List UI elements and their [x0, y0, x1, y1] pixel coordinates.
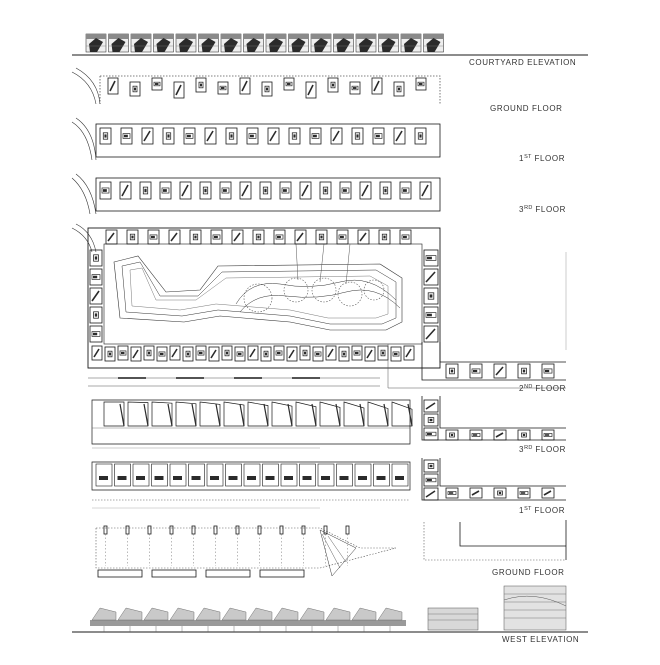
courtyard-elevation-label: COURTYARD ELEVATION [469, 58, 577, 67]
ground-slab [260, 570, 304, 577]
column-marker [126, 526, 129, 566]
unit-module [127, 230, 138, 244]
unit-module [240, 78, 250, 94]
unit-module [105, 347, 115, 361]
elevation-module [266, 34, 286, 52]
elevation-module [221, 34, 241, 52]
unit-module [218, 82, 228, 94]
first-floor-top-plan [72, 118, 440, 160]
unit-module [200, 182, 211, 199]
unit-module [200, 402, 220, 426]
column-marker [236, 526, 239, 566]
ground-slab [206, 570, 250, 577]
column-marker [104, 526, 107, 566]
unit-module [174, 82, 184, 98]
unit-module [340, 182, 351, 199]
unit-module [391, 347, 401, 361]
unit-module [121, 128, 132, 144]
unit-module [392, 464, 408, 486]
unit-module [373, 128, 384, 144]
unit-module [90, 269, 102, 285]
unit-module [378, 346, 388, 360]
unit-module [365, 347, 375, 361]
floor-number: 1 [519, 506, 525, 515]
unit-module [209, 347, 219, 361]
unit-module [470, 488, 482, 498]
unit-module [415, 128, 426, 144]
ground-slab [152, 570, 196, 577]
unit-module [222, 346, 232, 360]
first-floor-bottom-label [519, 506, 565, 515]
elevation-module [118, 608, 142, 632]
unit-module [424, 307, 438, 323]
unit-module [90, 326, 102, 342]
unit-module [244, 464, 260, 486]
unit-module [189, 464, 205, 486]
unit-module [131, 347, 141, 361]
floor-word: FLOOR [531, 506, 566, 515]
unit-module [90, 288, 102, 304]
unit-module [184, 128, 195, 144]
unit-module [424, 460, 438, 472]
elevation-module [248, 608, 272, 632]
unit-module [284, 78, 294, 90]
unit-module [313, 347, 323, 361]
second-floor-label [519, 384, 566, 393]
ground-slab [98, 570, 142, 577]
floor-ordinal: RD [524, 205, 533, 211]
floor-ordinal: ND [524, 384, 533, 390]
floor-word: FLOOR [532, 205, 566, 214]
first-floor-top-units [100, 128, 426, 144]
first-floor-top-label [519, 154, 565, 163]
column-marker [192, 526, 195, 566]
first-floor-bottom-units [96, 464, 408, 486]
elevation-module [154, 34, 174, 52]
third-floor-top-units [100, 182, 431, 199]
unit-module [260, 182, 271, 199]
unit-module [261, 347, 271, 361]
unit-module [163, 128, 174, 144]
unit-module [379, 230, 390, 244]
elevation-module [352, 608, 376, 632]
elevation-module [289, 34, 309, 52]
unit-module [148, 230, 159, 244]
unit-module [220, 182, 231, 199]
elevation-module [379, 34, 399, 52]
unit-module [130, 82, 140, 96]
courtyard-elevation [72, 34, 588, 55]
unit-module [420, 182, 431, 199]
second-floor-top-units [106, 230, 411, 244]
floor-word: FLOOR [532, 384, 566, 393]
unit-module [424, 428, 438, 440]
column-marker [280, 526, 283, 566]
unit-module [183, 347, 193, 361]
unit-module [300, 182, 311, 199]
unit-module [368, 402, 388, 426]
unit-module [296, 402, 316, 426]
unit-module [90, 250, 102, 266]
unit-module [542, 430, 554, 440]
unit-module [106, 230, 117, 244]
elevation-module [378, 608, 402, 632]
unit-module [152, 464, 168, 486]
elevation-module [424, 34, 444, 52]
unit-module [337, 464, 353, 486]
unit-module [320, 182, 331, 199]
unit-module [224, 402, 244, 426]
courtyard-elevation-units [86, 34, 444, 52]
ground-floor-bottom-units [98, 526, 349, 577]
unit-module [96, 464, 112, 486]
unit-module [404, 346, 414, 360]
ground-floor-top-units [108, 78, 426, 98]
unit-module [180, 182, 191, 199]
unit-module [352, 128, 363, 144]
unit-module [104, 402, 124, 426]
elevation-module [176, 34, 196, 52]
elevation-module [196, 608, 220, 632]
unit-module [424, 400, 438, 412]
unit-module [176, 402, 196, 426]
unit-module [253, 230, 264, 244]
elevation-module [222, 608, 246, 632]
elevation-module [92, 608, 116, 632]
unit-module [108, 78, 118, 94]
unit-module [518, 430, 530, 440]
first-floor-wing-units [424, 460, 554, 500]
unit-module [316, 230, 327, 244]
unit-module [400, 230, 411, 244]
unit-module [339, 347, 349, 361]
unit-module [542, 488, 554, 498]
elevation-module [131, 34, 151, 52]
unit-module [331, 128, 342, 144]
unit-module [518, 488, 530, 498]
floor-ordinal: ST [524, 506, 532, 512]
unit-module [374, 464, 390, 486]
unit-module [115, 464, 131, 486]
unit-module [196, 346, 206, 360]
elevation-module [144, 608, 168, 632]
unit-module [248, 346, 258, 360]
unit-module [235, 347, 245, 361]
ground-floor-bottom-label: GROUND FLOOR [492, 568, 565, 577]
unit-module [263, 464, 279, 486]
elevation-module [326, 608, 350, 632]
unit-module [226, 128, 237, 144]
unit-module [394, 82, 404, 96]
west-elevation-label: WEST ELEVATION [502, 635, 580, 644]
floor-number: 2 [519, 384, 525, 393]
second-floor-wing-units [446, 364, 554, 378]
floor-word: FLOOR [531, 154, 566, 163]
third-floor-top-label [519, 205, 566, 214]
unit-module [337, 230, 348, 244]
third-floor-bottom-units [104, 402, 412, 426]
column-marker [302, 526, 305, 566]
unit-module [120, 182, 131, 199]
unit-module [240, 182, 251, 199]
unit-module [140, 182, 151, 199]
floor-ordinal: RD [524, 445, 533, 451]
unit-module [128, 402, 148, 426]
unit-module [358, 230, 369, 244]
elevation-module [334, 34, 354, 52]
unit-module [142, 128, 153, 144]
elevation-module [244, 34, 264, 52]
unit-module [196, 78, 206, 92]
unit-module [416, 78, 426, 90]
unit-module [92, 346, 102, 360]
unit-module [170, 464, 186, 486]
unit-module [424, 474, 438, 486]
elevation-module [86, 34, 106, 52]
unit-module [247, 128, 258, 144]
unit-module [392, 402, 412, 426]
unit-module [360, 182, 371, 199]
column-marker [214, 526, 217, 566]
second-floor-plan [72, 224, 566, 388]
ground-floor-top-label: GROUND FLOOR [490, 104, 563, 113]
elevation-module [274, 608, 298, 632]
floor-number: 1 [519, 154, 525, 163]
column-marker [346, 526, 349, 566]
unit-module [262, 82, 272, 96]
unit-module [494, 364, 506, 378]
unit-module [300, 464, 316, 486]
third-floor-wing-units [424, 400, 554, 440]
unit-module [281, 464, 297, 486]
unit-module [394, 128, 405, 144]
unit-module [268, 128, 279, 144]
unit-module [446, 488, 458, 498]
unit-module [344, 402, 364, 426]
unit-module [380, 182, 391, 199]
unit-module [287, 347, 297, 361]
third-floor-bottom-plan [92, 396, 566, 448]
floor-word: FLOOR [532, 445, 566, 454]
unit-module [306, 82, 316, 98]
third-floor-bottom-label [519, 445, 566, 454]
elevation-module [170, 608, 194, 632]
unit-module [326, 346, 336, 360]
column-marker [258, 526, 261, 566]
floor-ordinal: ST [524, 154, 532, 160]
unit-module [211, 230, 222, 244]
unit-module [118, 346, 128, 360]
elevation-module [311, 34, 331, 52]
unit-module [152, 78, 162, 90]
unit-module [494, 430, 506, 440]
west-elevation [72, 586, 588, 632]
unit-module [232, 230, 243, 244]
column-marker [148, 526, 151, 566]
unit-module [446, 430, 458, 440]
unit-module [274, 230, 285, 244]
unit-module [328, 78, 338, 92]
unit-module [144, 346, 154, 360]
unit-module [350, 82, 360, 94]
unit-module [424, 414, 438, 426]
ground-floor-top-plan [72, 68, 440, 104]
unit-module [518, 364, 530, 378]
unit-module [352, 346, 362, 360]
unit-module [470, 430, 482, 440]
unit-module [170, 346, 180, 360]
unit-module [100, 182, 111, 199]
unit-module [207, 464, 223, 486]
unit-module [295, 230, 306, 244]
unit-module [100, 128, 111, 144]
unit-module [152, 402, 172, 426]
unit-module [280, 182, 291, 199]
unit-module [424, 269, 438, 285]
unit-module [90, 307, 102, 323]
unit-module [446, 364, 458, 378]
unit-module [470, 364, 482, 378]
unit-module [248, 402, 268, 426]
unit-module [372, 78, 382, 94]
unit-module [190, 230, 201, 244]
unit-module [424, 250, 438, 266]
second-floor-bottom-units [92, 346, 414, 361]
unit-module [320, 402, 340, 426]
unit-module [424, 326, 438, 342]
third-floor-top-plan [72, 174, 440, 214]
first-floor-bottom-plan [92, 458, 566, 508]
floor-number: 3 [519, 205, 525, 214]
unit-module [133, 464, 149, 486]
floor-number: 3 [519, 445, 525, 454]
unit-module [494, 488, 506, 498]
unit-module [169, 230, 180, 244]
elevation-module [401, 34, 421, 52]
unit-module [160, 182, 171, 199]
unit-module [424, 288, 438, 304]
second-floor-right-units [424, 250, 438, 342]
unit-module [300, 346, 310, 360]
unit-module [318, 464, 334, 486]
elevation-module [356, 34, 376, 52]
unit-module [274, 346, 284, 360]
unit-module [205, 128, 216, 144]
unit-module [310, 128, 321, 144]
elevation-module [109, 34, 129, 52]
unit-module [157, 347, 167, 361]
unit-module [272, 402, 292, 426]
elevation-module [300, 608, 324, 632]
second-floor-left-units [90, 250, 102, 342]
unit-module [226, 464, 242, 486]
elevation-module [199, 34, 219, 52]
unit-module [355, 464, 371, 486]
unit-module [542, 364, 554, 378]
unit-module [400, 182, 411, 199]
unit-module [289, 128, 300, 144]
column-marker [170, 526, 173, 566]
unit-module [424, 488, 438, 500]
